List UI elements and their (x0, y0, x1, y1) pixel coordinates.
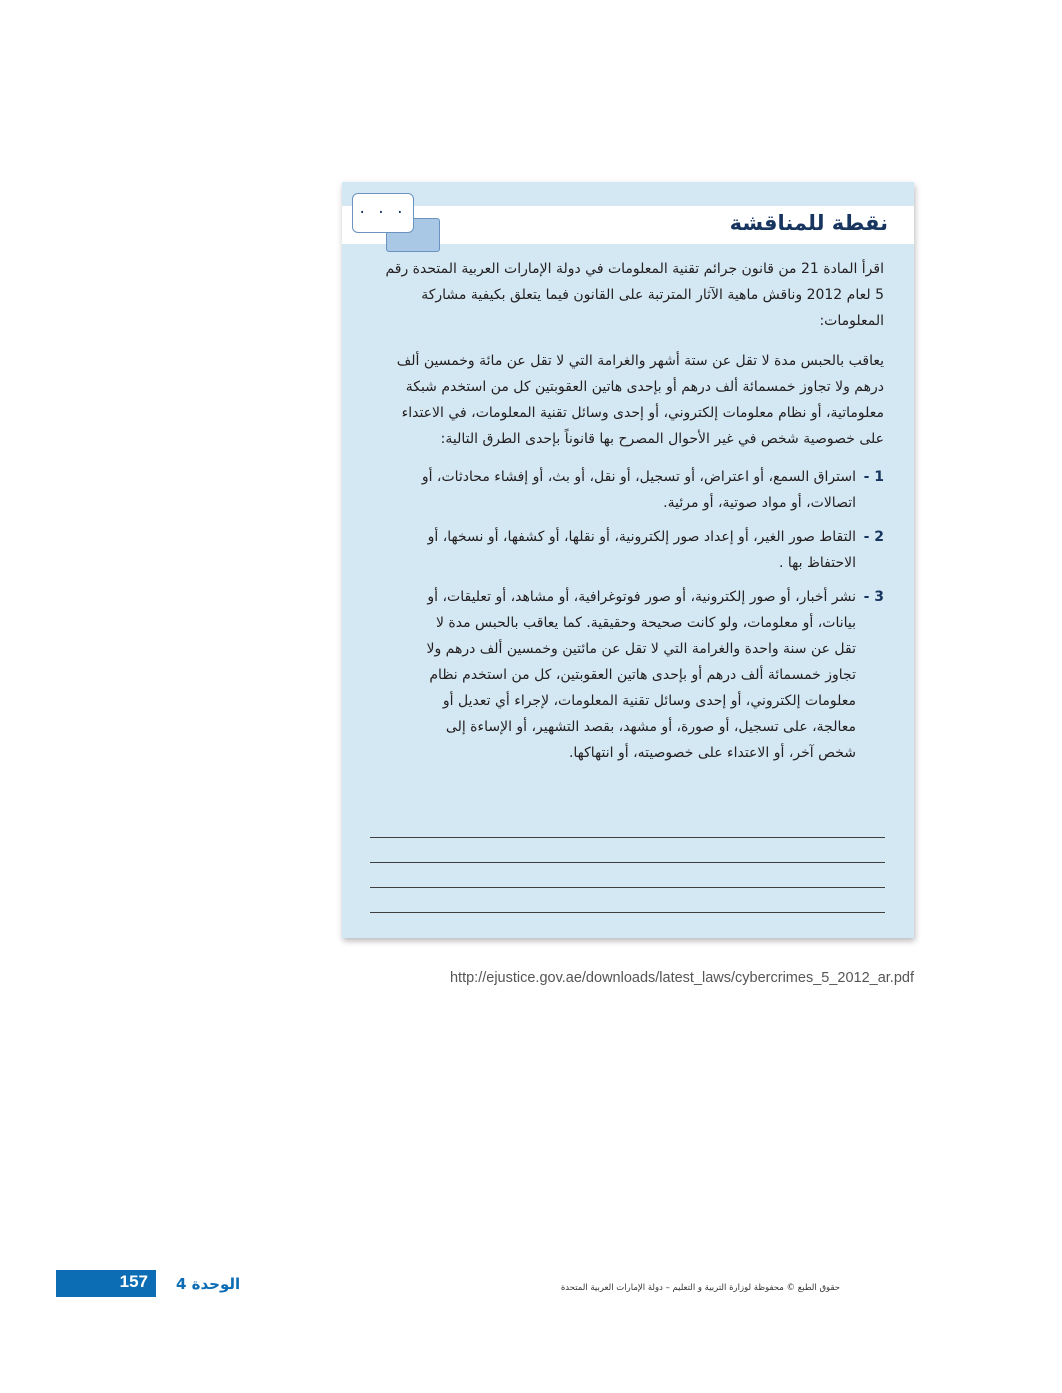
speech-bubble-icon (352, 193, 414, 233)
source-link[interactable]: http://ejustice.gov.ae/downloads/latest_laws/cybercrimes_5_2012_ar.pdf (449, 970, 914, 986)
discussion-box (342, 182, 914, 938)
copyright-notice: حقوق الطبع © محفوظة لوزارة التربية و التعليم – دولة الإمارات العربية المتحدة (560, 1283, 840, 1293)
speech-bubble-dots: . . . (359, 198, 407, 218)
answer-line[interactable] (370, 887, 885, 888)
answer-line[interactable] (370, 862, 885, 863)
item-number: 2 - (863, 529, 884, 545)
intro-paragraph: اقرأ المادة 21 من قانون جرائم تقنية المعلومات في دولة الإمارات العربية المتحدة رقم 5 لعام 2012 وناقش ماهية الآثار المترتبة على القانون فيما يتعلق بكيفية مشاركة المعلومات: (385, 261, 884, 329)
list-item (384, 464, 884, 516)
list-item (384, 524, 884, 576)
item-text: استراق السمع، أو اعتراض، أو تسجيل، أو نقل، أو بث، أو إفشاء محادثات، أو اتصالات، أو مواد صوتية، أو مرئية. (421, 469, 856, 511)
item-number: 3 - (863, 589, 884, 605)
answer-line[interactable] (370, 837, 885, 838)
item-text: نشر أخبار، أو صور إلكترونية، أو صور فوتوغرافية، أو مشاهد، أو تعليقات، أو بيانات، أو معلومات، ولو كانت صحيحة وحقيقية. كما يعاقب بالحبس مدة لا تقل عن سنة واحدة والغرامة التي لا تقل عن مائتين وخمسين ألف درهم ولا تجاوز خمسمائة ألف درهم أو بإحدى هاتين العقوبتين، كل من استخدم نظام معلومات إلكتروني، أو إحدى وسائل تقنية المعلومات، لإجراء أي تعديل أو معالجة، على تسجيل، أو صورة، أو مشهد، بقصد التشهير، أو الإساءة إلى شخص آخر، أو الاعتداء على خصوصيته، أو انتهاكها. (426, 589, 856, 761)
page-number: 157 (119, 1272, 148, 1291)
unit-label: الوحدة 4 (176, 1275, 241, 1293)
answer-line[interactable] (370, 912, 885, 913)
item-text: التقاط صور الغير، أو إعداد صور إلكترونية، أو نقلها، أو كشفها، أو نسخها، أو الاحتفاظ بها . (427, 529, 856, 571)
law-items-list (384, 464, 884, 766)
law-paragraph: يعاقب بالحبس مدة لا تقل عن ستة أشهر والغرامة التي لا تقل عن مائة وخمسين ألف درهم ولا تجاوز خمسمائة ألف درهم أو بإحدى هاتين العقوبتين كل من استخدم شبكة معلوماتية، أو نظام معلومات إلكتروني، أو إحدى وسائل تقنية المعلومات، في الاعتداء على خصوصية شخص في غير الأحوال المصرح بها قانوناً بإحدى الطرق التالية: (396, 353, 884, 447)
list-item (384, 584, 884, 766)
item-number: 1 - (863, 469, 884, 485)
discussion-content (384, 256, 884, 774)
discussion-title: نقطة للمناقشة (729, 211, 888, 235)
page-number-bar (56, 1270, 156, 1297)
